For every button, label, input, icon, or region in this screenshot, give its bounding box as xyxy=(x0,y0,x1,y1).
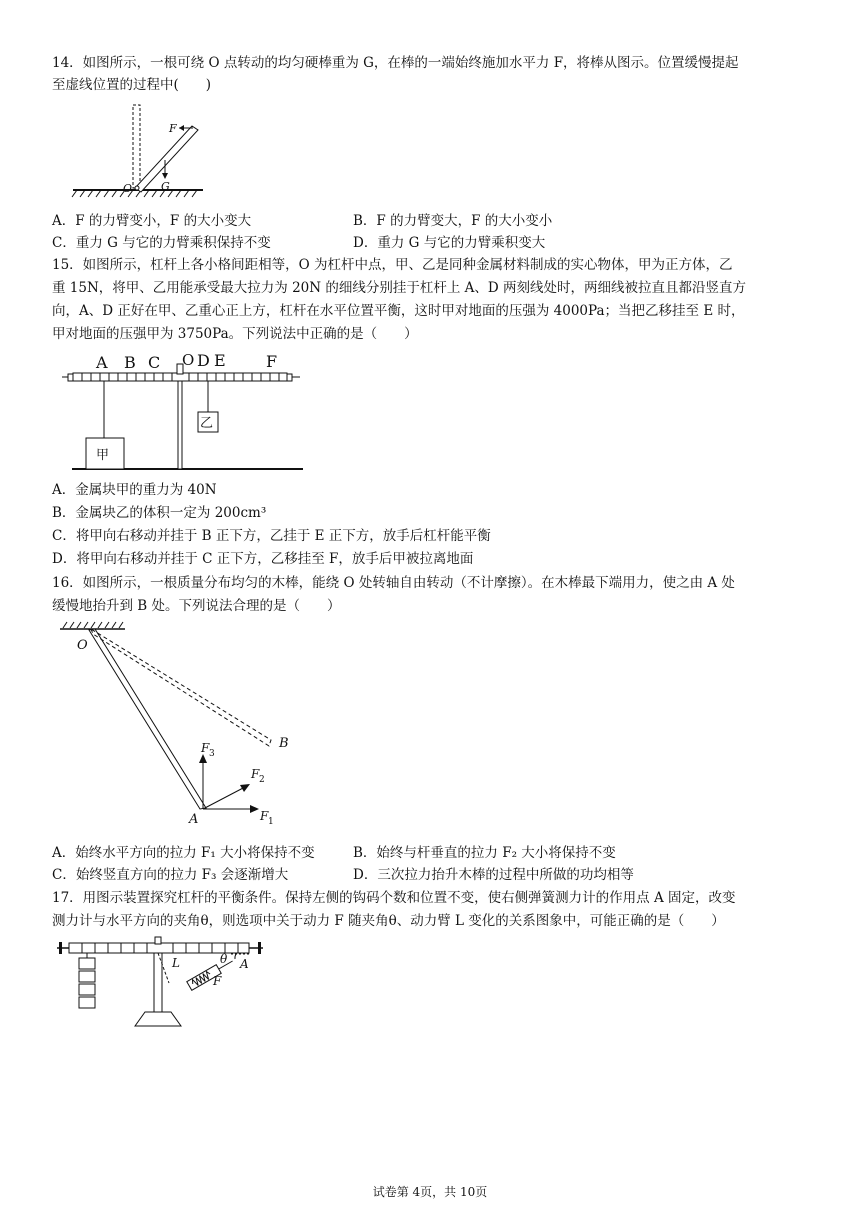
q16-sub-3: 3 xyxy=(209,749,215,759)
q16-figure xyxy=(55,618,300,828)
page-footer: 试卷第 4页，共 10页 xyxy=(372,1185,488,1199)
q15-option-b: B．金属块乙的体积一定为 200cm³ xyxy=(52,505,267,521)
q14-stem-line1: 14．如图所示，一根可绕 O 点转动的均匀硬棒重为 G，在棒的一端始终施加水平力 F，将棒从图示。位置缓慢提起 xyxy=(52,55,739,71)
q16-sub-2: 2 xyxy=(259,775,265,785)
q15-stem-line1: 15．如图所示，杠杆上各小格间距相等，O 为杠杆中点，甲、乙是同种金属材料制成的实心物体，甲为正方体，乙 xyxy=(52,257,733,273)
q17-stem-line2: 测力计与水平方向的夹角θ，则选项中关于动力 F 随夹角θ、动力臂 L 变化的关系图象中，可能正确的是（ ） xyxy=(52,913,725,929)
q16-option-a: A．始终水平方向的拉力 F₁ 大小将保持不变 xyxy=(52,845,315,861)
q16-label-F3: F xyxy=(201,741,210,755)
q16-stem-line2: 缓慢地抬升到 B 处。下列说法合理的是（ ） xyxy=(52,598,341,614)
q15-label-F: F xyxy=(266,352,278,371)
q14-option-b: B．F 的力臂变大，F 的大小变小 xyxy=(353,213,553,229)
q15-label-jia: 甲 xyxy=(96,448,110,463)
q15-option-d: D．将甲向右移动并挂于 C 正下方，乙移挂至 F，放手后甲被拉离地面 xyxy=(52,551,474,567)
q15-label-E: E xyxy=(214,351,226,370)
q15-stem-line3: 向，A、D 正好在甲、乙重心正上方，杠杆在水平位置平衡，这时甲对地面的压强为 4000Pa；当把乙移挂至 E 时， xyxy=(52,303,745,319)
q14-option-c: C．重力 G 与它的力臂乘积保持不变 xyxy=(52,235,271,251)
q16-label-F2: F xyxy=(251,767,260,781)
q15-stem-line4: 甲对地面的压强甲为 3750Pa。下列说法中正确的是（ ） xyxy=(52,326,418,342)
q15-label-D: D xyxy=(197,351,210,370)
q15-label-C: C xyxy=(148,353,161,372)
q15-stem-line2: 重 15N，将甲、乙用能承受最大拉力为 20N 的细线分别挂于杠杆上 A、D 两刻线处时，两细线被拉直且都沿竖直方 xyxy=(52,280,747,296)
q15-label-O: O xyxy=(182,351,195,369)
q14-label-F: F xyxy=(169,122,177,135)
q17-label-A: A xyxy=(240,957,249,971)
q17-figure xyxy=(55,934,270,1029)
q16-label-A: A xyxy=(189,812,199,827)
q16-label-F1: F xyxy=(260,809,269,823)
q16-label-B: B xyxy=(279,736,289,751)
q15-option-c: C．将甲向右移动并挂于 B 正下方，乙挂于 E 正下方，放手后杠杆能平衡 xyxy=(52,528,491,544)
q16-option-d: D．三次拉力抬升木棒的过程中所做的功均相等 xyxy=(353,867,634,883)
q17-label-theta: θ xyxy=(220,952,228,966)
q16-label-O: O xyxy=(77,638,88,653)
q14-label-O: O xyxy=(123,182,133,195)
q16-stem-line1: 16．如图所示，一根质量分布均匀的木棒，能绕 O 处转轴自由转动（不计摩擦）。在木棒最下端用力，使之由 A 处 xyxy=(52,575,735,591)
q15-label-B: B xyxy=(124,353,136,372)
q16-option-c: C．始终竖直方向的拉力 F₃ 会逐渐增大 xyxy=(52,867,289,883)
q14-option-d: D．重力 G 与它的力臂乘积变大 xyxy=(353,235,546,251)
q17-label-L: L xyxy=(172,956,180,970)
q17-stem-line1: 17．用图示装置探究杠杆的平衡条件。保持左侧的钩码个数和位置不变，使右侧弹簧测力计的作用点 A 固定，改变 xyxy=(52,890,736,906)
q15-label-yi: 乙 xyxy=(200,416,214,431)
q16-option-b: B．始终与杆垂直的拉力 F₂ 大小将保持不变 xyxy=(353,845,616,861)
q14-label-G: G xyxy=(161,180,170,193)
q14-option-a: A．F 的力臂变小，F 的大小变大 xyxy=(52,213,252,229)
q15-label-A: A xyxy=(96,353,108,372)
q14-stem-line2: 至虚线位置的过程中( ) xyxy=(52,77,212,93)
q14-figure xyxy=(65,100,210,200)
q17-label-F: F xyxy=(213,974,222,988)
q15-option-a: A．金属块甲的重力为 40N xyxy=(52,482,217,498)
q16-sub-1: 1 xyxy=(268,817,274,827)
q15-figure xyxy=(58,346,308,476)
